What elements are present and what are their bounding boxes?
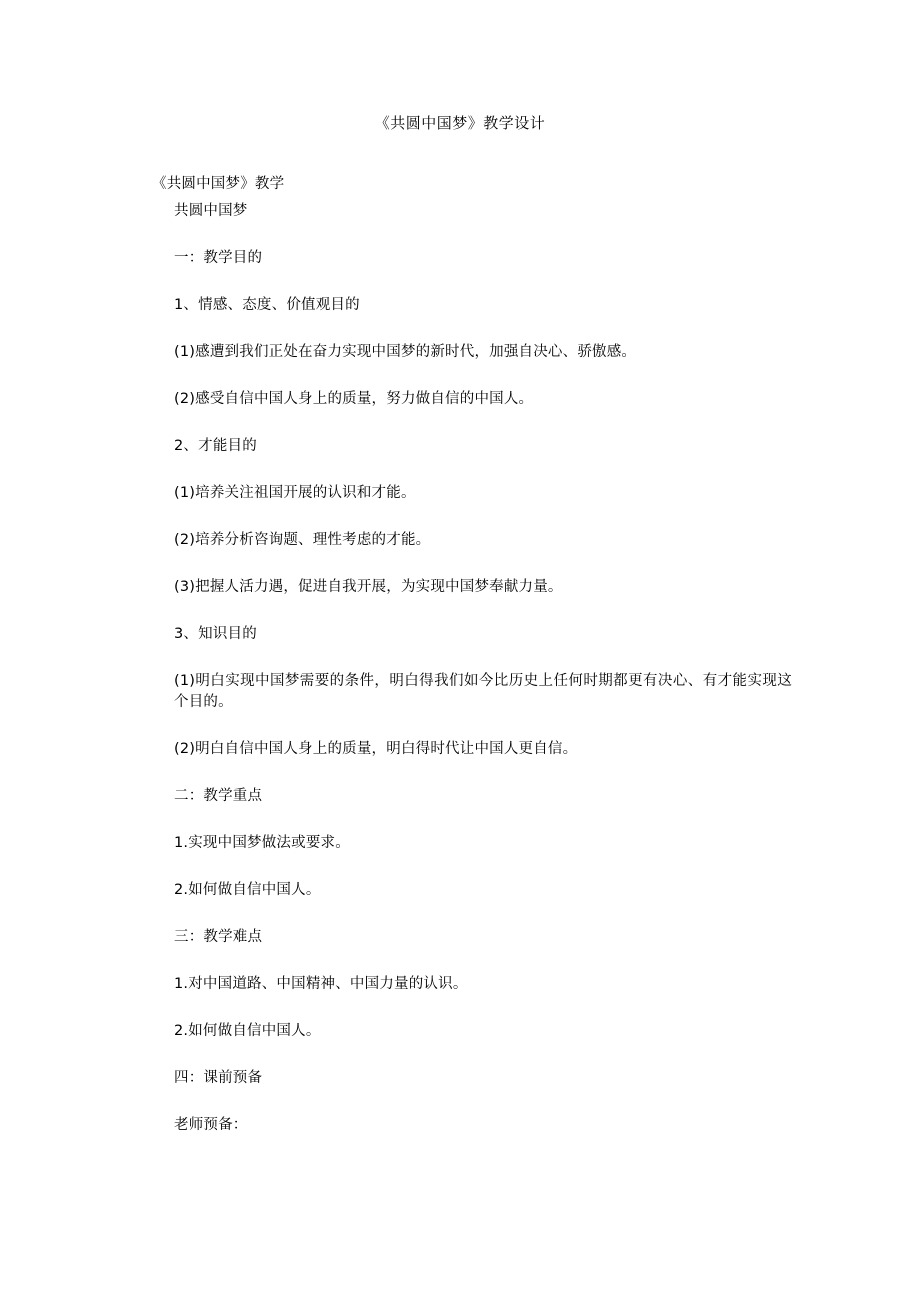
- difficulty-1: 1.对中国道路、中国精神、中国力量的认识。: [174, 976, 468, 992]
- objective-2-3: (3)把握人活力遇，促进自我开展，为实现中国梦奉献力量。: [174, 579, 563, 595]
- section-heading-3: 三：教学难点: [174, 929, 263, 945]
- objective-2-2: (2)培养分析咨询题、理性考虑的才能。: [174, 532, 431, 548]
- key-point-2: 2.如何做自信中国人。: [174, 882, 321, 898]
- key-point-1: 1.实现中国梦做法或要求。: [174, 835, 350, 851]
- objective-1-2: (2)感受自信中国人身上的质量，努力做自信的中国人。: [174, 391, 534, 407]
- section-heading-2: 二：教学重点: [174, 788, 263, 804]
- objective-group-1: 1、情感、态度、价值观目的: [174, 297, 360, 313]
- document-subject-line: 共圆中国梦: [174, 203, 248, 219]
- objective-group-3: 3、知识目的: [174, 626, 257, 642]
- section-heading-1: 一：教学目的: [174, 250, 263, 266]
- objective-3-1: (1)明白实现中国梦需要的条件，明白得我们如今比历史上任何时期都更有决心、有才能实现这个目的。: [174, 673, 792, 710]
- document-header-line: 《共圆中国梦》教学: [152, 176, 285, 192]
- document-body: [0, 174, 920, 1136]
- objective-2-1: (1)培养关注祖国开展的认识和才能。: [174, 485, 416, 501]
- section-heading-4: 四：课前预备: [174, 1070, 263, 1086]
- objective-group-2: 2、才能目的: [174, 438, 257, 454]
- objective-1-1: (1)感遭到我们正处在奋力实现中国梦的新时代，加强自决心、骄傲感。: [174, 344, 637, 360]
- difficulty-2: 2.如何做自信中国人。: [174, 1023, 321, 1039]
- teacher-preparation-label: 老师预备：: [174, 1117, 248, 1133]
- objective-3-2: (2)明白自信中国人身上的质量，明白得时代让中国人更自信。: [174, 741, 578, 757]
- page-title: 《共圆中国梦》教学设计: [374, 114, 546, 132]
